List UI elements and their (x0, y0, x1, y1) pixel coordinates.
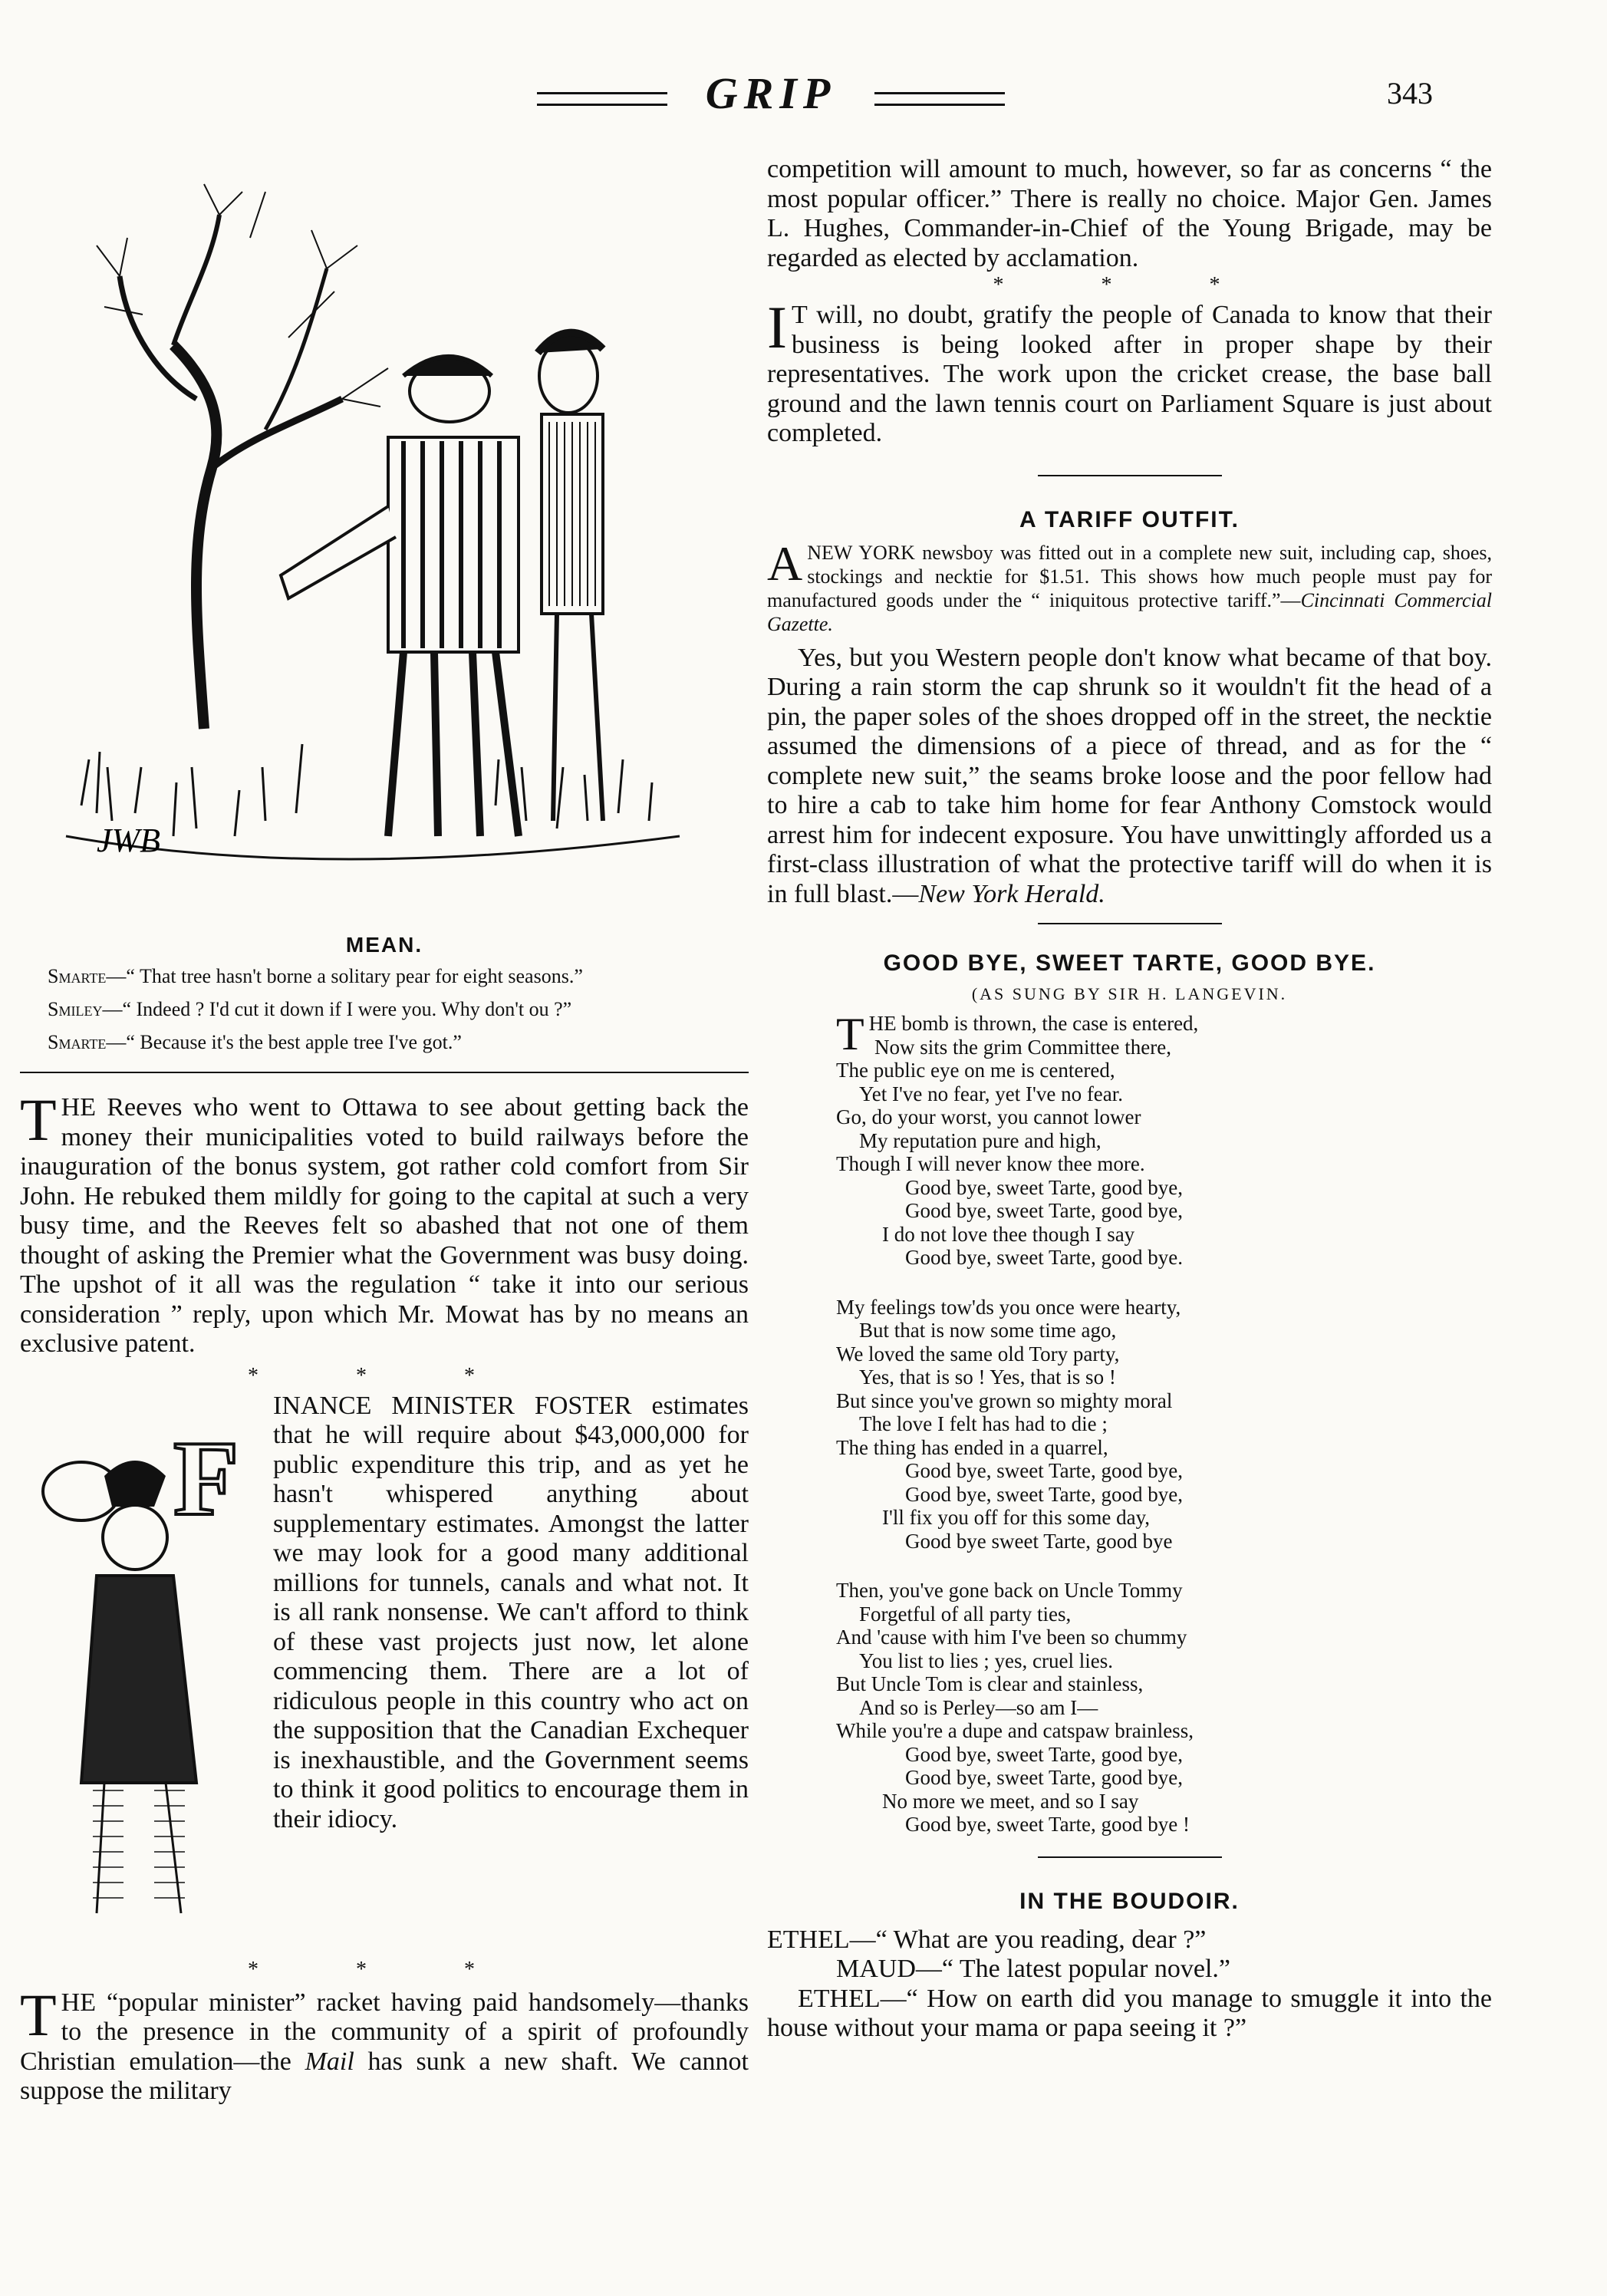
boudoir-line-3: ETHEL—“ How on earth did you manage to smuggle it into the house without your mama or papa seeing it ?” (767, 1984, 1492, 2042)
dialogue-line-2: Smiley—“ Indeed ? I'd cut it down if I were you. Why don't ou ?” (48, 998, 572, 1020)
article-reeves (20, 1086, 749, 1359)
section-stars: * * * (248, 1363, 521, 1388)
article-text: HE Reeves who went to Ottawa to see about getting back the money their municipalities voted to build railways before the inauguration of the bonus system, got rather cold comfort from Sir John. He rebuked them mildly for going to the capital at such a very busy time, and the Reeves felt so abashed that not one of them thought of asking the Premier what the Government was busy doing. The upshot of it all was the regulation “ take it into our serious consideration ” reply, upon which Mr. Mowat has by no means an exclusive patent. (20, 1093, 749, 1358)
masthead-rule-right (874, 92, 1005, 106)
smarte-figure (281, 357, 519, 836)
cartoon-mean (20, 146, 749, 928)
heading-good-bye-sweet-tarte: GOOD BYE, SWEET TARTE, GOOD BYE. (883, 950, 1376, 976)
heading-in-the-boudoir: IN THE BOUDOIR. (1019, 1888, 1240, 1914)
poem-subheading: (AS SUNG BY SIR H. LANGEVIN. (971, 984, 1288, 1003)
article-cricket (767, 294, 1492, 449)
smiley-figure (538, 333, 603, 821)
boudoir-line-1: ETHEL—“ What are you reading, dear ?” (767, 1925, 1207, 1954)
tree-and-men-illustration (20, 146, 749, 928)
section-stars: * * * (248, 1957, 521, 1981)
article-text: T will, no doubt, gratify the people of Canada to know that their business is being looked after in proper shape by their representatives. The work upon the cricket crease, the base ball ground and the lawn tennis court on Parliament Square is just about completed. (767, 301, 1492, 447)
right-column (767, 155, 1492, 2044)
dropcap: T (836, 1009, 864, 1059)
boudoir-line-2: MAUD—“ The latest popular novel.” (836, 1955, 1230, 1983)
tariff-quote (767, 535, 1492, 636)
poem-stanza-3: Then, you've gone back on Uncle Tommy Forgetful of all party ties, And 'cause with him I've been so chummy You list to lies ; yes, cruel lies. But Uncle Tom is clear and stainless, And so is Perley—so am I— While you're a dupe and catspaw brainless, Good bye, sweet Tarte, good bye, Good bye, sweet Tarte, good bye, No more we meet, and so I say Good bye, sweet Tarte, good bye ! (836, 1579, 1194, 1836)
section-divider (1038, 475, 1222, 476)
poem-stanza-1: T HE bomb is thrown, the case is entered, Now sits the grim Committee there, The public eye on me is centered, Yet I've no fear, yet I've no fear. Go, do your worst, you cannot lower My reputation pure and high, Though I will never know thee more. Good bye, sweet Tarte, good bye, Good bye, sweet Tarte, good bye, I do not love thee though I say Good bye, sweet Tarte, good bye. (836, 1009, 1199, 1269)
article-finance (20, 1392, 749, 1959)
tariff-quote-text: NEW YORK newsboy was fitted out in a complete new suit, including cap, shoes, stockings and necktie for $1.51. This shows how much people must pay for manufactured goods under the “ iniquitous protective tariff.”—Cincinnati Commercial Gazette. (767, 541, 1492, 635)
foster-caricature-illustration (20, 1422, 242, 1929)
artist-signature: JWB (97, 822, 161, 859)
left-column (20, 146, 749, 2107)
big-f-dropcap: F (173, 1421, 239, 1538)
cartoon-dialogue (48, 964, 749, 1055)
caption-title-mean: MEAN. (345, 933, 423, 957)
dialogue-line-1: Smarte—“ That tree hasn't borne a solitary pear for eight seasons.” (48, 965, 583, 987)
dropcap: T (20, 1086, 57, 1153)
boudoir-dialogue (767, 1925, 1492, 2044)
article-popular-minister (20, 1981, 749, 2107)
masthead-rule-left (537, 92, 667, 106)
poem-stanza-2: My feelings tow'ds you once were hearty, But that is now some time ago, We loved the same old Tory party, Yes, that is so ! Yes, that is so ! But since you've grown so mighty moral The love I felt has had to die ; The thing has ended in a quarrel, Good bye, sweet Tarte, good bye, Good bye, sweet Tarte, good bye, I'll fix you off for this some day, Good bye sweet Tarte, good bye (836, 1295, 1184, 1553)
page-number: 343 (1387, 76, 1433, 110)
dropcap: T (20, 1981, 57, 2048)
masthead-title: GRIP (705, 68, 837, 118)
poem (836, 1009, 1492, 1836)
dropcap: A (767, 535, 803, 591)
tariff-body: Yes, but you Western people don't know what became of that boy. During a rain storm the cap shrunk so it wouldn't fit the head of a pin, the paper soles of the shoes dropped off in the street, the necktie assumed the dimensions of a piece of thread, and as for the “ complete new suit,” the seams broke loose and the poor fellow had to hire a cab to take him home for fear Anthony Comstock would arrest him for indecent exposure. You have unwittingly afforded us a first-class illustration of what the protective tariff will do when it is in full blast.—New York Herald. (767, 643, 1492, 908)
masthead (0, 68, 1607, 121)
dropcap: I (767, 294, 787, 361)
section-divider (1038, 923, 1222, 924)
finance-text: INANCE MINISTER FOSTER estimates that he will require about $43,000,000 for public expenditure this trip, and as yet he hasn't whispered anything about supplementary estimates. Amongst the latter we may look for a good many additional millions for tunnels, canals and what not. It is all rank nonsense. We can't afford to think of these vast projects just now, let alone commencing them. There are a lot of ridiculous people in this country who act on the supposition that the Canadian Exchequer is inexhaustible, and the Government seems to think it good politics to encourage them in their idiocy. (273, 1391, 749, 1833)
continued-text: competition will amount to much, however, so far as concerns “ the most popular officer.” There is really no choice. Major Gen. James L. Hughes, Commander-in-Chief of the Young Brigade, may be regarded as elected by acclamation. (767, 155, 1492, 272)
section-divider (1038, 1856, 1222, 1858)
section-divider (20, 1072, 749, 1073)
heading-tariff-outfit: A TARIFF OUTFIT. (1019, 506, 1240, 532)
section-stars: * * * (993, 273, 1266, 297)
article-text: HE “popular minister” racket having paid handsomely—thanks to the presence in the community of a spirit of profoundly Christian emulation—the Mail has sunk a new shaft. We cannot suppose the military (20, 1988, 749, 2105)
dialogue-line-3: Smarte—“ Because it's the best apple tree I've got.” (48, 1031, 462, 1053)
